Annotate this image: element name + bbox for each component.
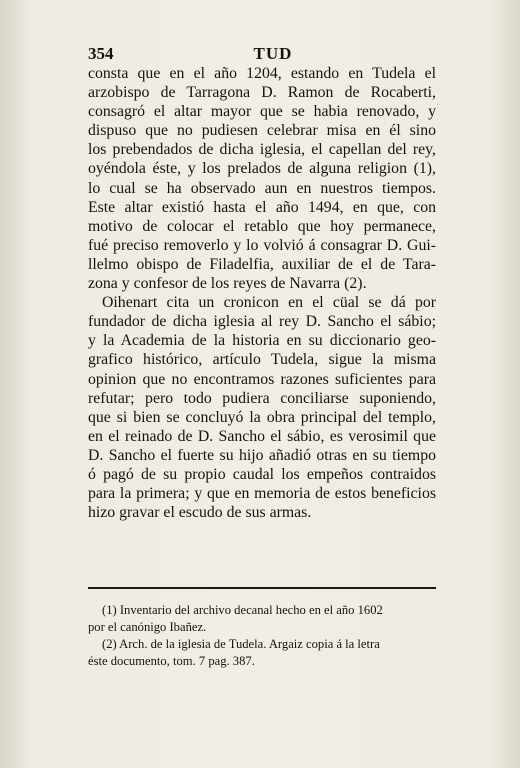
body-line: para la primera; y que en memoria de estos beneficios	[88, 485, 436, 503]
body-line: Este altar existió hasta el año 1494, en que, con	[88, 198, 436, 216]
running-title: TUD	[253, 44, 293, 63]
body-line: llelmo obispo de Filadelfia, auxiliar de el de Tara-	[88, 255, 436, 273]
page-number: 354	[88, 44, 114, 63]
body-line: consagró el altar mayor que se habia renovado, y	[88, 103, 436, 121]
body-line: oyéndola éste, y los prelados de alguna religion (1),	[88, 160, 436, 178]
footnote-line: (1) Inventario del archivo decanal hecho en el año 1602	[102, 603, 383, 617]
body-line: refutar; pero todo pudiera conciliarse suponiendo,	[88, 389, 436, 407]
body-line: fué preciso removerlo y lo volvió á consagrar D. Gui-	[88, 236, 436, 254]
body-line: hizo gravar el escudo de sus armas.	[88, 504, 312, 522]
body-line: y la Academia de la historia en su diccionario geo-	[88, 332, 436, 350]
footnote-line: (2) Arch. de la iglesia de Tudela. Argaiz copia á la letra	[102, 637, 380, 651]
body-line: fundador de dicha iglesia al rey D. Sancho el sábio;	[88, 313, 436, 331]
body-line: lo cual se ha observado aun en nuestros tiempos.	[88, 179, 436, 197]
body-line: Oihenart cita un cronicon en el cüal se dá por	[102, 294, 436, 312]
body-line: dispuso que no pudiesen celebrar misa en él sino	[88, 122, 436, 140]
body-line: que si bien se concluyó la obra principal del templo,	[88, 408, 436, 426]
footnotes	[88, 602, 436, 670]
body-line: ó pagó de su propio caudal los empeños contraidos	[88, 465, 436, 483]
body-line: en el reinado de D. Sancho el sábio, es verosimil que	[88, 427, 436, 445]
body-line: arzobispo de Tarragona D. Ramon de Rocaberti,	[88, 84, 436, 102]
body-line: grafico histórico, artículo Tudela, sigue la misma	[88, 351, 436, 369]
body-text	[88, 64, 436, 522]
body-line: opinion que no encontramos razones suficientes para	[88, 370, 436, 388]
body-line: D. Sancho el fuerte su hijo añadió otras en su tiempo	[88, 446, 436, 464]
footnote-divider	[88, 587, 436, 589]
body-line: consta que en el año 1204, estando en Tudela el	[88, 65, 436, 82]
body-line: motivo de colocar el retablo que hoy permanece,	[88, 217, 436, 235]
body-line: zona y confesor de los reyes de Navarra (2).	[88, 275, 367, 293]
footnote-line: por el canónigo Ibañez.	[88, 620, 207, 634]
running-head	[88, 44, 458, 66]
footnote-line: éste documento, tom. 7 pag. 387.	[88, 654, 255, 668]
body-line: los prebendados de dicha iglesia, el capellan del rey,	[88, 141, 436, 159]
